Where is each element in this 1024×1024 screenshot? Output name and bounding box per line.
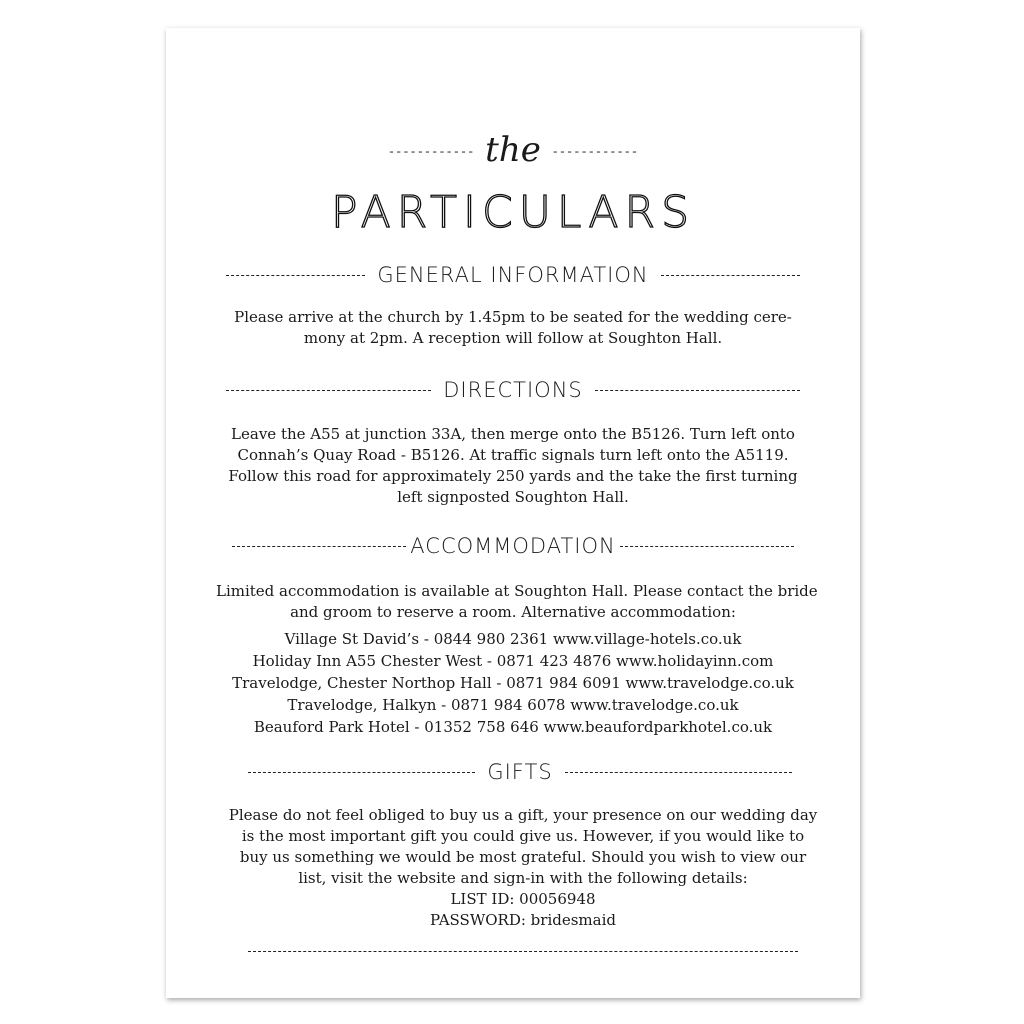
heading-the — [166, 128, 860, 174]
gifts-text — [226, 805, 820, 931]
divider-left — [226, 275, 365, 276]
divider-left — [232, 546, 406, 547]
gifts-line: is the most important gift you could give us. However, if you would like to — [241, 827, 805, 845]
accommodation-line: Limited accommodation is available at Soughton Hall. Please contact the bride — [216, 582, 818, 600]
heading-the-text: the — [485, 130, 541, 170]
divider-right — [565, 772, 792, 773]
bottom-divider — [248, 951, 798, 952]
directions-line: Connah’s Quay Road - B5126. At traffic signals turn left onto the A5119. — [237, 446, 789, 464]
accommodation-listing: Beauford Park Hotel - 01352 758 646 www.beaufordparkhotel.co.uk — [253, 718, 773, 736]
directions-line: left signposted Soughton Hall. — [397, 488, 629, 506]
gifts-list-id: LIST ID: 00056948 — [450, 890, 596, 908]
section-title-gifts: GIFTS — [487, 760, 553, 784]
section-heading-general — [226, 260, 800, 290]
accommodation-listing: Holiday Inn A55 Chester West - 0871 423 4876 www.holidayinn.com — [252, 652, 774, 670]
accommodation-line: and groom to reserve a room. Alternative accommodation: — [290, 603, 736, 621]
gifts-password: PASSWORD: bridesmaid — [429, 911, 616, 929]
directions-text — [216, 424, 810, 508]
section-title-general: GENERAL INFORMATION — [377, 263, 649, 287]
section-heading-directions — [226, 375, 800, 405]
heading-dash-left: ------------ — [387, 145, 475, 159]
general-line: Please arrive at the church by 1.45pm to be seated for the wedding cere- — [234, 308, 792, 326]
general-line: mony at 2pm. A reception will follow at Soughton Hall. — [303, 329, 723, 347]
gifts-line: buy us something we would be most grateful. Should you wish to view our — [239, 848, 807, 866]
divider-left — [226, 390, 431, 391]
divider-right — [661, 275, 800, 276]
divider-right — [620, 546, 794, 547]
divider-right — [595, 390, 800, 391]
section-title-accommodation: ACCOMMODATION — [410, 534, 616, 558]
accommodation-listings — [216, 628, 810, 738]
particulars-card — [166, 28, 860, 998]
section-heading-accommodation — [232, 531, 794, 561]
gifts-line: list, visit the website and sign-in with the following details: — [298, 869, 748, 887]
accommodation-listing: Travelodge, Chester Northop Hall - 0871 984 6091 www.travelodge.co.uk — [232, 674, 794, 692]
section-heading-gifts — [248, 757, 792, 787]
divider-left — [248, 772, 475, 773]
section-title-directions: DIRECTIONS — [443, 378, 583, 402]
heading-dash-right: ------------ — [551, 145, 639, 159]
accommodation-listing: Travelodge, Halkyn - 0871 984 6078 www.travelodge.co.uk — [287, 696, 739, 714]
gifts-line: Please do not feel obliged to buy us a gift, your presence on our wedding day — [228, 806, 818, 824]
page-title: PARTICULARS — [330, 187, 696, 238]
directions-line: Follow this road for approximately 250 yards and the take the first turning — [228, 467, 798, 485]
directions-line: Leave the A55 at junction 33A, then merge onto the B5126. Turn left onto — [231, 425, 795, 443]
accommodation-listing: Village St David’s - 0844 980 2361 www.village-hotels.co.uk — [284, 630, 742, 648]
general-info-text — [216, 307, 810, 349]
accommodation-text — [216, 581, 818, 623]
